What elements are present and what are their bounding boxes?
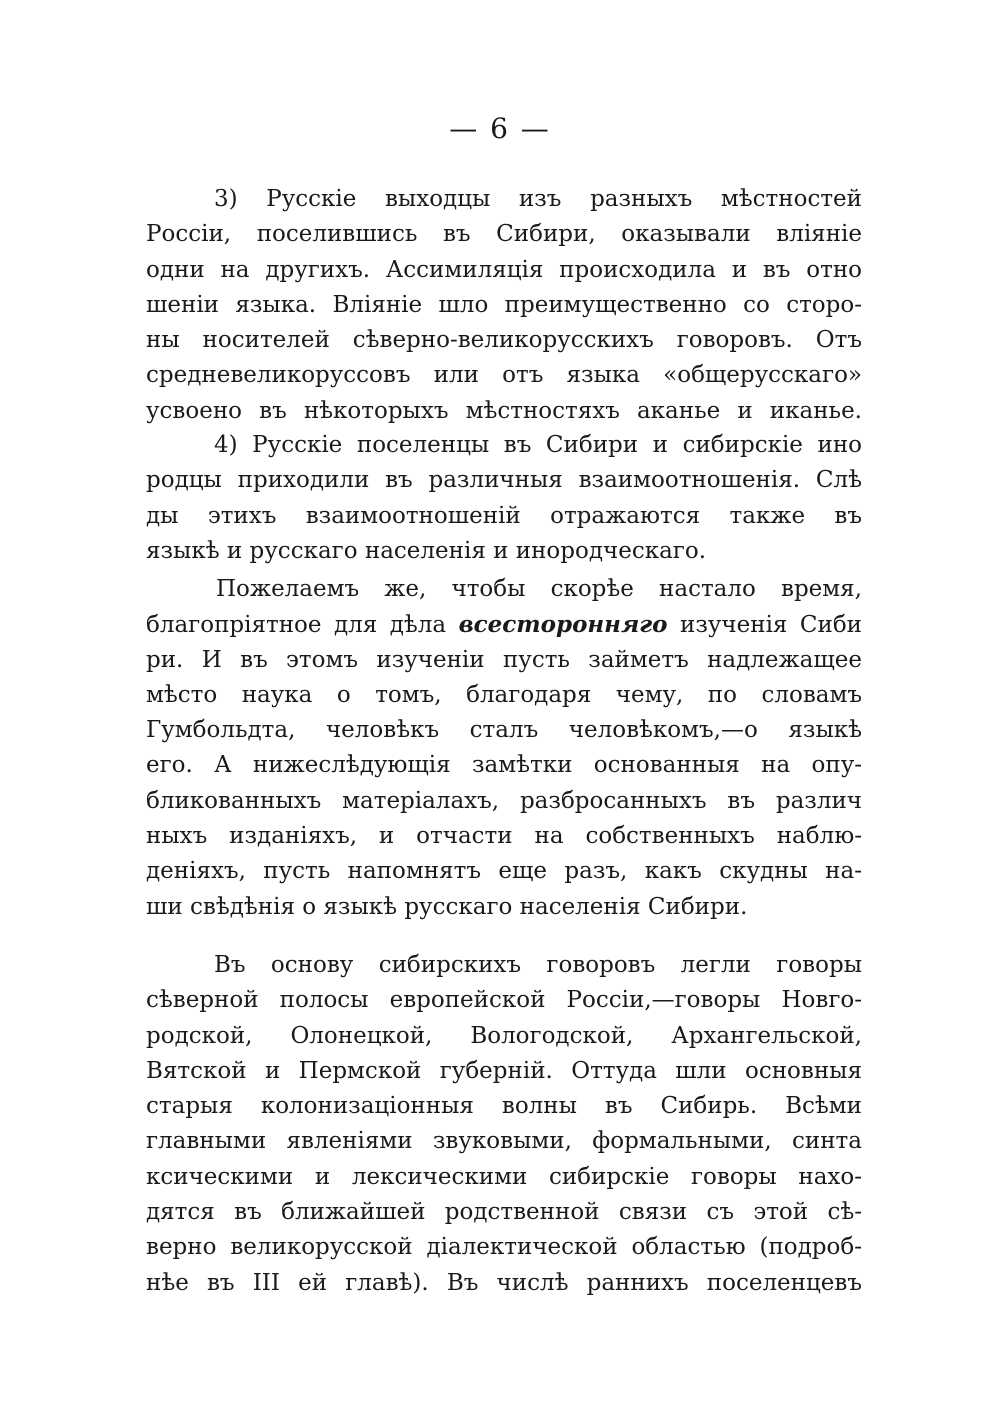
text-line: языкѣ и русскаго населенія и инородческаго.: [146, 537, 707, 564]
text-line: мѣсто наука о томъ, благодаря чему, по словамъ: [146, 681, 862, 708]
text-line: сѣверной полосы европейской Россіи,—говоры Новго-: [146, 987, 862, 1014]
text-line: родской, Олонецкой, Вологодской, Архангельской,: [146, 1022, 862, 1049]
text-line: его. А нижеслѣдующія замѣтки основанныя на опу-: [146, 752, 862, 779]
text-line: бликованныхъ матеріалахъ, разбросанныхъ въ различ: [146, 787, 862, 814]
text-line: Въ основу сибирскихъ говоровъ легли говоры: [214, 952, 862, 978]
paragraph-1: [146, 182, 862, 429]
paragraph-4: [146, 948, 862, 1301]
text-line: нѣе въ III ей главѣ). Въ числѣ раннихъ поселенцевъ: [146, 1269, 862, 1296]
text-line: ныхъ изданіяхъ, и отчасти на собственныхъ наблю-: [146, 823, 862, 850]
text-line: [146, 607, 862, 642]
text-line: одни на другихъ. Ассимиляція происходила и въ отно: [146, 256, 862, 283]
text-fragment: изученія Сиби: [680, 612, 862, 639]
text-line: усвоено въ нѣкоторыхъ мѣстностяхъ аканье и иканье.: [146, 397, 862, 424]
text-fragment: благопріятное для дѣла: [146, 612, 447, 639]
text-line: ксическими и лексическими сибирскіе говоры нахо-: [146, 1163, 862, 1190]
text-line: шеніи языка. Вліяніе шло преимущественно со сторо-: [146, 291, 862, 318]
text-line: 3) Русскіе выходцы изъ разныхъ мѣстностей: [214, 186, 862, 212]
text-line: верно великорусской діалектической областью (подроб-: [146, 1234, 862, 1261]
text-line: главными явленіями звуковыми, формальными, синта: [146, 1128, 862, 1155]
text-line: Вятской и Пермской губерній. Оттуда шли основныя: [146, 1057, 862, 1084]
page-number: — 6 —: [449, 112, 551, 145]
text-line: деніяхъ, пусть напомнятъ еще разъ, какъ скудны на-: [146, 858, 862, 885]
text-line: средневеликоруссовъ или отъ языка «общерусскаго»: [146, 362, 862, 389]
text-line: родцы приходили въ различныя взаимоотношенія. Слѣ: [146, 467, 862, 494]
text-line: Пожелаемъ же, чтобы скорѣе настало время,: [216, 576, 862, 602]
text-line: Россіи, поселившись въ Сибири, оказывали вліяніе: [146, 221, 862, 248]
text-line: дятся въ ближайшей родственной связи съ этой сѣ-: [146, 1199, 862, 1226]
text-line: старыя колонизаціонныя волны въ Сибирь. Всѣми: [146, 1093, 862, 1120]
emphasized-word: всесторонняго: [458, 611, 668, 639]
text-line: Гумбольдта, человѣкъ сталъ человѣкомъ,—о языкѣ: [146, 717, 862, 744]
paragraph-3: [146, 572, 862, 925]
text-line: ны носителей сѣверно-великорусскихъ говоровъ. Отъ: [146, 327, 862, 354]
text-line: ши свѣдѣнія о языкѣ русскаго населенія Сибири.: [146, 893, 748, 920]
text-line: ды этихъ взаимоотношеній отражаются также въ: [146, 502, 862, 529]
text-line: ри. И въ этомъ изученіи пусть займетъ надлежащее: [146, 646, 862, 673]
text-line: 4) Русскіе поселенцы въ Сибири и сибирскіе ино: [214, 432, 862, 458]
paragraph-2: [146, 428, 862, 569]
